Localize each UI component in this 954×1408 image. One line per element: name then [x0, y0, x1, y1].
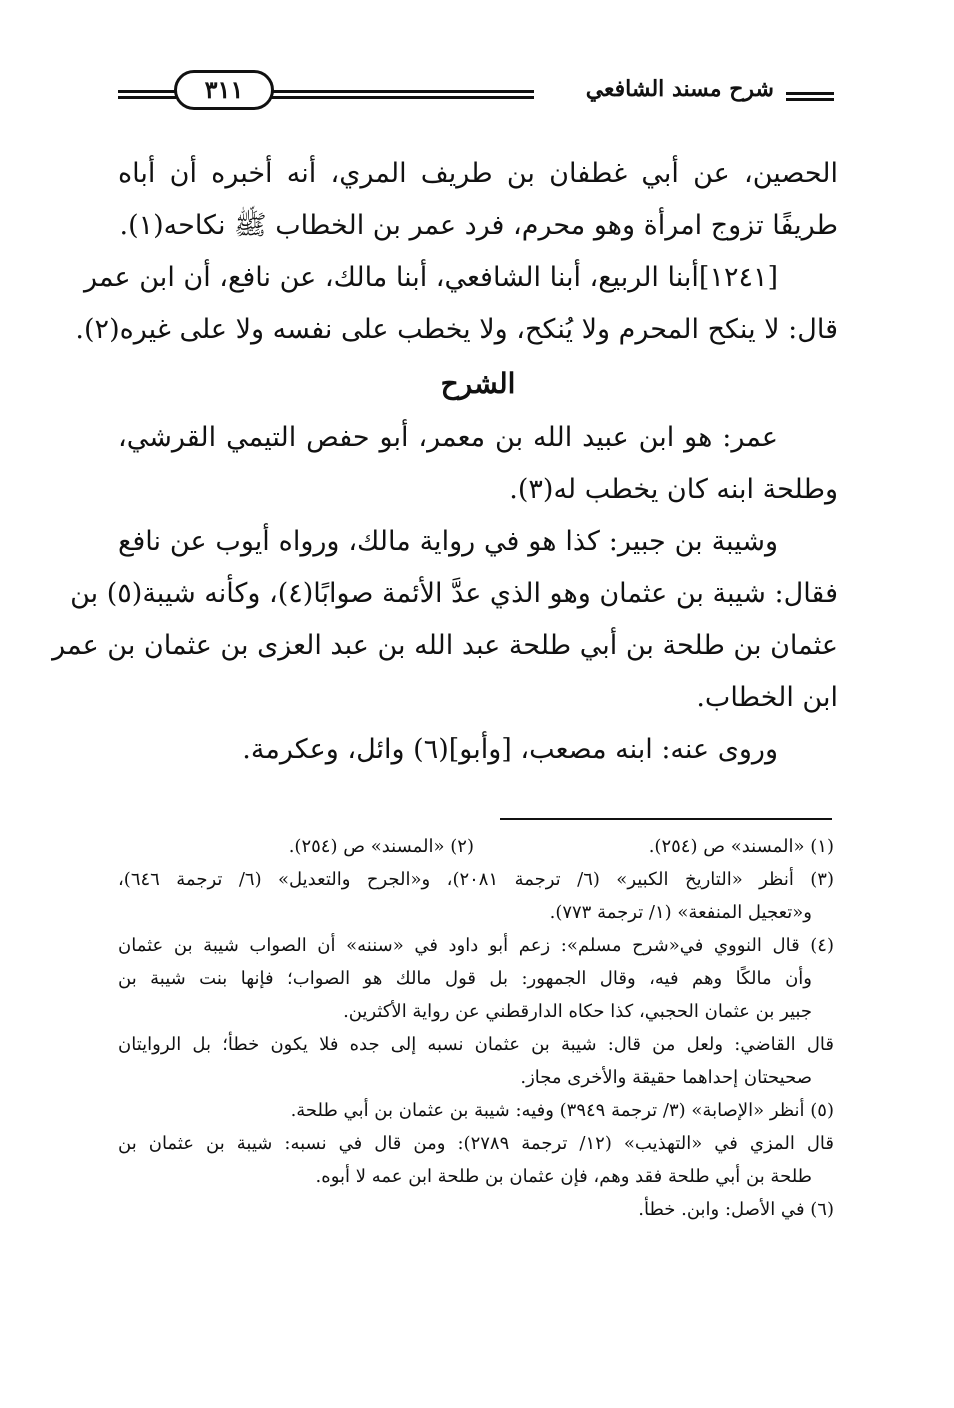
- text-line: فقال: شيبة بن عثمان وهو الذي عدَّ الأئمة صوابًا(٤)، وكأنه شيبة(٥) بن: [70, 578, 838, 609]
- text-line: الحصين، عن أبي غطفان بن طريف المري، أنه أخبره أن أباه: [118, 158, 838, 189]
- header-rule-left: [118, 90, 176, 93]
- footnote-5: (٥) أنظر «الإصابة» (٣/ ترجمة ٣٩٤٩) وفيه: شيبة بن عثمان بن أبي طلحة.: [290, 1100, 834, 1121]
- footnote-3-cont: و«تعجيل المنفعة» (١/ ترجمة ٧٧٣).: [549, 902, 812, 923]
- text-line: ابن الخطاب.: [696, 682, 838, 713]
- footnote-4-cont: قال القاضي: ولعل من قال: شيبة بن عثمان نسبه إلى جده فلا يكون خطأ؛ بل الروايتان: [118, 1034, 834, 1055]
- footnote-4-cont: صحيحتان إحداهما حقيقة والأخرى مجاز.: [520, 1067, 812, 1088]
- book-title: شرح مسند الشافعي: [585, 76, 774, 102]
- header-ornament: [786, 92, 834, 95]
- text-line: وروى عنه: ابنه مصعب، [وأبو](٦) وائل، وعكرمة.: [242, 734, 778, 765]
- text-line: عمر: هو ابن عبيد الله بن معمر، أبو حفص التيمي القرشي،: [118, 422, 778, 453]
- main-text: [52, 148, 838, 776]
- footnote-4-cont: وأن مالكًا وهم فيه، وقال الجمهور: بل قول مالك هو الصواب؛ فإنها بنت شيبة بن: [118, 968, 812, 989]
- footnote-separator: [500, 818, 832, 820]
- running-header: [118, 68, 834, 118]
- footnote-4-cont: جبير بن عثمان الحجبي، كذا حكاه الدارقطني عن رواية الأكثرين.: [343, 1001, 812, 1022]
- text-line: عثمان بن طلحة بن أبي طلحة عبد الله بن عبد العزى بن عثمان بن عمر: [52, 630, 838, 661]
- footnote-4: (٤) قال النووي في«شرح مسلم»: زعم أبو داود في «سننه» أن الصواب شيبة بن عثمان: [118, 935, 834, 956]
- footnote-row: [118, 830, 834, 863]
- footnote-5-cont: طلحة بن أبي طلحة فقد وهم، فإن عثمان بن طلحة ابن عمه لا أبوه.: [315, 1166, 812, 1187]
- text-line: طريفًا تزوج امرأة وهو محرم، فرد عمر بن الخطاب ﷺ نكاحه(١).: [119, 210, 838, 241]
- footnote-2: (٢) «المسند» ص (٢٥٤).: [288, 836, 474, 857]
- text-line: وشيبة بن جبير: كذا هو في رواية مالك، ورواه أيوب عن نافع: [118, 526, 778, 557]
- footnote-5-cont: قال المزي في «التهذيب» (١٢/ ترجمة ٢٧٨٩): ومن قال في نسبه: شيبة بن عثمان بن: [118, 1133, 835, 1154]
- hadith-number-line: [١٢٤١]أبنا الربيع، أبنا الشافعي، أبنا مالك، عن نافع، أن ابن عمر: [84, 262, 778, 293]
- footnote-1: (١) «المسند» ص (٢٥٤).: [648, 836, 834, 857]
- page-number: ٣١١: [174, 70, 274, 110]
- header-rule: [268, 90, 534, 93]
- footnotes: [118, 830, 834, 1226]
- footnote-6: (٦) في الأصل: وابن. خطأ.: [638, 1199, 834, 1220]
- section-title: الشرح: [440, 367, 516, 400]
- text-line: وطلحة ابنه كان يخطب له(٣).: [509, 474, 838, 505]
- footnote-3: (٣) أنظر «التاريخ الكبير» (٦/ ترجمة ٢٠٨١)، و«الجرح والتعديل» (٦/ ترجمة ٦٤٦)،: [118, 869, 834, 890]
- text-line: قال: لا ينكح المحرم ولا يُنكح، ولا يخطب على نفسه ولا على غيره(٢).: [75, 314, 838, 345]
